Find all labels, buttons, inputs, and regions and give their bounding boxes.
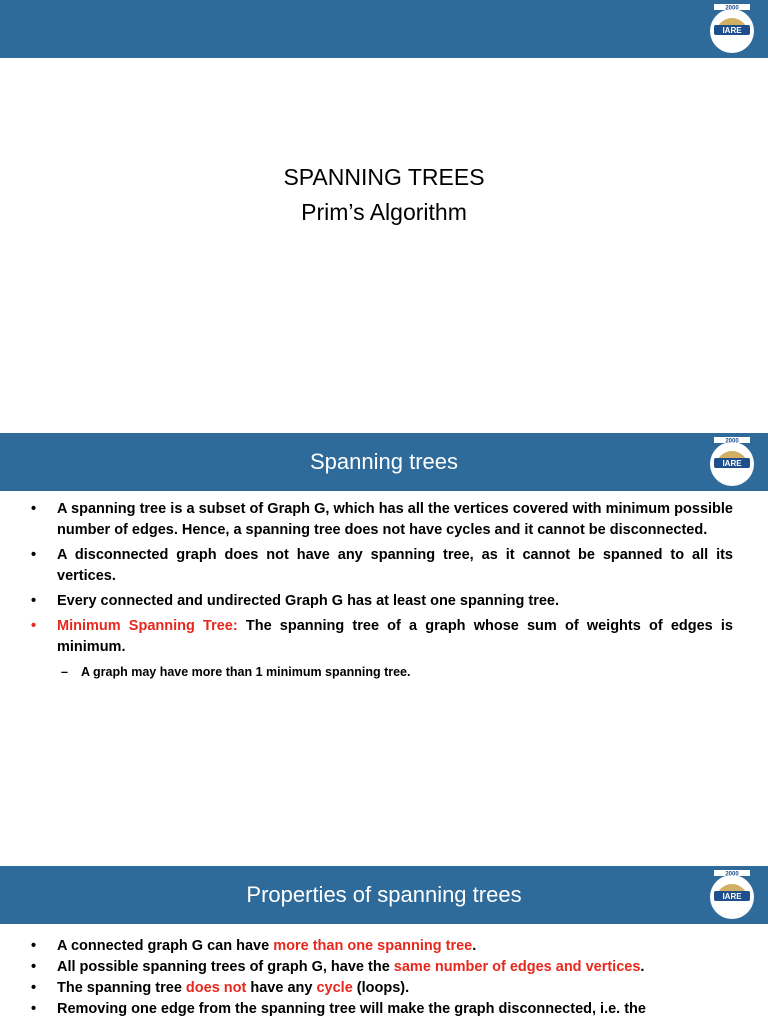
bullet-text: All possible spanning trees of graph G, have the [57,959,394,975]
highlight-text: same number of edges and vertices [393,959,641,975]
iare-logo-icon [702,868,762,922]
slide2-header-band [0,433,768,491]
bullet-text: The spanning tree [57,980,186,996]
mst-definition: The spanning tree of a graph whose sum of weights of edges is minimum. [57,618,733,655]
svg-text:2000: 2000 [725,5,739,12]
bullet-icon: • [31,938,37,954]
dash-icon: – [61,665,68,679]
svg-text:2000: 2000 [725,871,739,878]
svg-text:IARE: IARE [722,459,742,468]
bullet-icon: • [31,593,37,609]
slide3-bullet-list [0,936,768,1020]
sub-bullet-text: A graph may have more than 1 minimum spanning tree. [81,665,411,679]
list-item-mst [0,616,768,658]
bullet-icon: • [31,1001,37,1017]
bullet-icon: • [31,501,37,517]
list-item [0,936,768,957]
highlight-text: cycle [316,980,353,996]
list-item [0,591,768,612]
bullet-text: A connected graph G can have [57,938,274,954]
highlight-text: more than one spanning tree [273,938,473,954]
bullet-text: (loops). [352,980,410,996]
list-item [0,978,768,999]
slide3-header-band [0,866,768,924]
svg-text:2000: 2000 [725,438,739,445]
bullet-icon: • [31,959,37,975]
bullet-text: . [640,959,645,975]
bullet-text: . [472,938,477,954]
slide3-title: Properties of spanning trees [246,882,522,907]
sub-list-item [0,662,768,683]
list-item [0,999,768,1020]
iare-logo-icon [702,435,762,489]
slide1-header-band [0,0,768,58]
bullet-text: A disconnected graph does not have any spanning tree, as it cannot be spanned to all its vertices. [57,547,733,584]
mst-label: Minimum Spanning Tree: [57,618,238,634]
bullet-icon: • [31,618,37,634]
highlight-text: does not [185,980,247,996]
slide1-title-line2: Prim’s Algorithm [301,199,467,225]
bullet-text: Removing one edge from the spanning tree will make the graph disconnected, i.e. the [57,1001,646,1017]
svg-text:IARE: IARE [722,26,742,35]
list-item [0,545,768,587]
bullet-icon: • [31,547,37,563]
svg-text:IARE: IARE [722,892,742,901]
bullet-icon: • [31,980,37,996]
iare-logo-icon [702,2,762,56]
bullet-text: have any [246,980,317,996]
list-item [0,499,768,541]
slide1-title-line1: SPANNING TREES [283,164,485,190]
bullet-text: Every connected and undirected Graph G has at least one spanning tree. [57,593,559,609]
slide2-bullet-list [0,499,768,687]
list-item [0,957,768,978]
bullet-text: A spanning tree is a subset of Graph G, which has all the vertices covered with minimum possible number of edges. Hence, a spanning tree does not have cycles and it cannot be disconnected. [57,501,733,538]
slide2-title: Spanning trees [310,449,458,474]
